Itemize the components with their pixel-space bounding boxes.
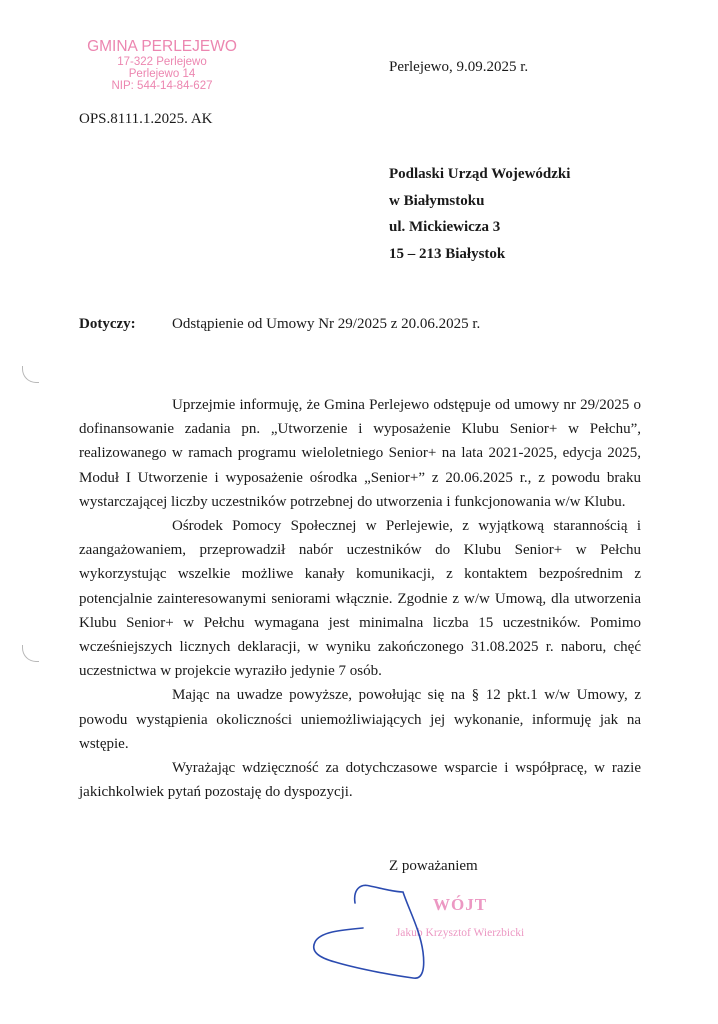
- signature-stamp-title: WÓJT: [432, 895, 488, 914]
- stamp-nip-line: NIP: 544-14-84-627: [111, 80, 213, 92]
- closing-salutation: Z poważaniem: [389, 858, 478, 874]
- recipient-postal-code: 15 – 213 Białystok: [389, 245, 506, 262]
- signature-stamp-name: Jakub Krzysztof Wierzbicki: [395, 927, 525, 939]
- recipient-name: Podlaski Urząd Wojewódzki: [389, 166, 571, 182]
- subject-label: Dotyczy:: [79, 316, 136, 332]
- handwritten-signature-icon: [305, 880, 425, 980]
- punch-hole-mark-top: [22, 366, 39, 383]
- stamp-title: GMINA PERLEJEWO: [87, 38, 237, 55]
- recipient-address: [389, 161, 570, 267]
- letter-body: [79, 393, 641, 804]
- body-paragraph-1: Uprzejmie informuję, że Gmina Perlejewo odstępuje od umowy nr 29/2025 o dofinansowanie zadania pn. „Utworzenie i wyposażenie Klubu Senior+ w Pełchu”, realizowanego w ramach programu wieloletniego Senior+ na lata 2021-2025, edycja 2025, Moduł I Utworzenie i wyposażenie ośrodka „Senior+” z 20.06.2025 r., z powodu braku wystarczającej liczby uczestników potrzebnej do utworzenia i funkcjonowania w/w Klubu.: [79, 397, 641, 510]
- subject-line: [79, 316, 480, 333]
- municipality-stamp: [82, 38, 242, 92]
- reference-number: OPS.8111.1.2025. AK: [79, 111, 213, 127]
- recipient-street: ul. Mickiewicza 3: [389, 219, 501, 235]
- subject-text: Odstąpienie od Umowy Nr 29/2025 z 20.06.2025 r.: [172, 316, 481, 332]
- punch-hole-mark-bottom: [22, 645, 39, 662]
- body-paragraph-4: Wyrażając wdzięczność za dotychczasowe wsparcie i współpracę, w razie jakichkolwiek pytań pozostaję do dyspozycji.: [79, 760, 641, 801]
- recipient-city-line: w Białymstoku: [389, 192, 485, 209]
- stamp-address-line: Perlejewo 14: [128, 68, 196, 80]
- body-paragraph-3: Mając na uwadze powyższe, powołując się na § 12 pkt.1 w/w Umowy, z powodu wystąpienia okoliczności uniemożliwiających jej wykonanie, informuję jak na wstępie.: [79, 687, 641, 752]
- body-paragraph-2: Ośrodek Pomocy Społecznej w Perlejewie, z wyjątkową starannością i zaangażowaniem, przeprowadził nabór uczestników do Klubu Senior+ w Pełchu wykorzystując wszelkie możliwe kanały komunikacji, z kontaktem bezpośrednim z potencjalnie zainteresowanymi seniorami włącznie. Zgodnie z w/w Umową, dla utworzenia Klubu Senior+ w Pełchu wymagana jest minimalna liczba 15 uczestników. Pomimo wcześniejszych licznych deklaracji, w wyniku zakończonego 31.08.2025 r. naboru, chęć uczestnictwa w projekcie wyraziło jedynie 7 osób.: [79, 518, 641, 680]
- place-and-date: Perlejewo, 9.09.2025 r.: [389, 59, 529, 75]
- stamp-postal-line: 17-322 Perlejewo: [117, 56, 207, 68]
